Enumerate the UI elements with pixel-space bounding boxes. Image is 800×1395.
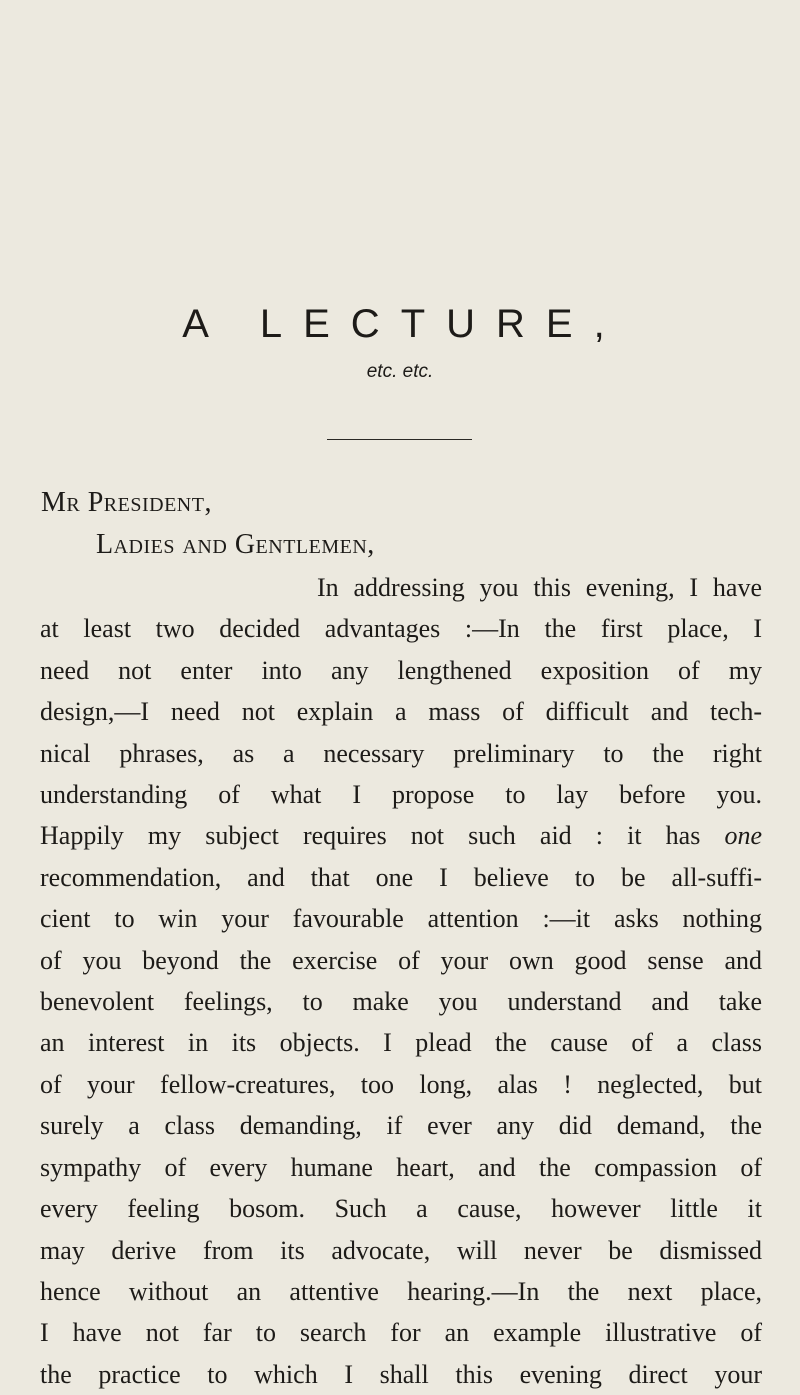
text-line [40, 815, 762, 856]
text-segment: Happily my subject requires not such aid : it has [40, 821, 725, 851]
lecture-title: A LECTURE, [182, 302, 626, 346]
text-line: understanding of what I propose to lay before you. [40, 780, 762, 810]
lecture-subtitle: etc. etc. [366, 361, 434, 382]
text-line: of your fellow-creatures, too long, alas ! neglected, but [40, 1069, 762, 1099]
text-line: at least two decided advantages :—In the first place, I [40, 614, 762, 644]
text-line: hence without an attentive hearing.—In the next place, [40, 1276, 762, 1306]
body-text [40, 567, 762, 1395]
text-line: I have not far to search for an example illustrative of [40, 1318, 762, 1348]
text-line: the practice to which I shall this evening direct your [40, 1359, 762, 1389]
text-line: nical phrases, as a necessary preliminary to the right [40, 738, 762, 768]
text-line: cient to win your favourable attention :—it asks nothing [40, 904, 762, 934]
text-line: surely a class demanding, if ever any did demand, the [40, 1111, 762, 1141]
text-line: In addressing you this evening, I have [317, 573, 762, 602]
text-line: design,—I need not explain a mass of difficult and tech- [40, 697, 762, 727]
text-line: benevolent feelings, to make you understand and take [40, 987, 762, 1017]
text-line: may derive from its advocate, will never be dismissed [40, 1235, 762, 1265]
text-line: sympathy of every humane heart, and the compassion of [40, 1152, 762, 1182]
text-line: of you beyond the exercise of your own good sense and [40, 945, 762, 975]
salutation-line-1: Mr President, [41, 487, 212, 518]
salutation-line-2: Ladies and Gentlemen, [96, 529, 375, 560]
text-line: an interest in its objects. I plead the cause of a class [40, 1028, 762, 1058]
text-line: recommendation, and that one I believe to be all-suffi- [40, 862, 762, 892]
emphasis-word: one [724, 821, 762, 851]
text-line: need not enter into any lengthened exposition of my [40, 655, 762, 685]
text-line: every feeling bosom. Such a cause, however little it [40, 1194, 762, 1224]
divider-rule [327, 439, 472, 440]
